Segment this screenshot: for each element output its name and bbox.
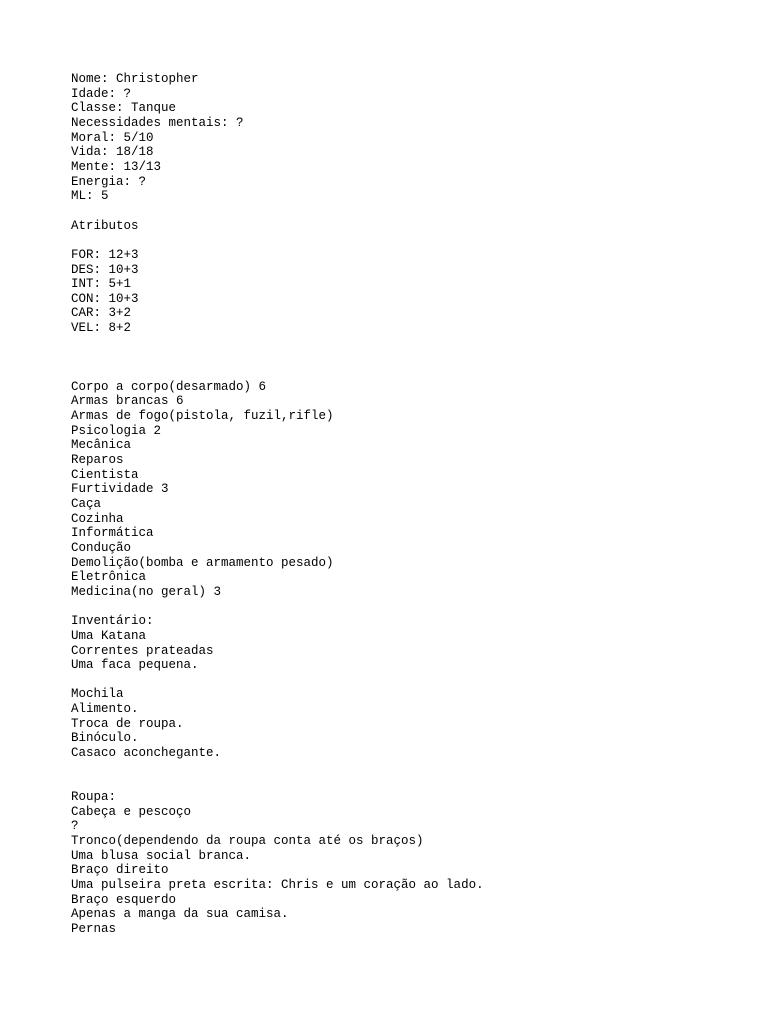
- skill-item: Corpo a corpo(desarmado) 6: [71, 379, 267, 394]
- torso-label: Tronco(dependendo da roupa conta até os braços): [71, 834, 424, 849]
- spacer: [71, 600, 711, 615]
- spacer: [71, 204, 711, 219]
- morale-line: Moral: 5/10: [71, 130, 154, 145]
- skill-item: Armas de fogo(pistola, fuzil,rifle): [71, 409, 334, 424]
- skills-list: [71, 380, 711, 600]
- skill-item: Eletrônica: [71, 570, 147, 585]
- attribute-item: CAR: 3+2: [71, 306, 132, 321]
- attribute-item: CON: 10+3: [71, 291, 139, 306]
- character-info: [71, 72, 711, 204]
- torso-value: Uma blusa social branca.: [71, 848, 252, 863]
- backpack-item: Binóculo.: [71, 731, 139, 746]
- backpack-item: Troca de roupa.: [71, 716, 184, 731]
- attribute-item: VEL: 8+2: [71, 321, 132, 336]
- skill-item: Demolição(bomba e armamento pesado): [71, 555, 334, 570]
- mental-needs-line: Necessidades mentais: ?: [71, 115, 244, 130]
- skill-item: Furtividade 3: [71, 482, 169, 497]
- inventory-item: Correntes prateadas: [71, 643, 214, 658]
- skill-item: Cientista: [71, 467, 139, 482]
- skill-item: Informática: [71, 526, 154, 541]
- class-line: Classe: Tanque: [71, 101, 177, 116]
- right-arm-value: Uma pulseira preta escrita: Chris e um coração ao lado.: [71, 877, 484, 892]
- backpack-item: Casaco aconchegante.: [71, 746, 222, 761]
- head-neck-label: Cabeça e pescoço: [71, 804, 192, 819]
- spacer: [71, 336, 711, 380]
- skill-item: Cozinha: [71, 511, 124, 526]
- left-arm-value: Apenas a manga da sua camisa.: [71, 907, 289, 922]
- inventory-item: Uma faca pequena.: [71, 658, 199, 673]
- inventory-item: Uma Katana: [71, 628, 147, 643]
- left-arm-label: Braço esquerdo: [71, 892, 177, 907]
- character-sheet: [71, 72, 711, 937]
- attribute-item: INT: 5+1: [71, 277, 132, 292]
- clothing-section: [71, 790, 711, 937]
- backpack-heading: Mochila: [71, 687, 124, 702]
- backpack-item: Alimento.: [71, 702, 139, 717]
- spacer: [71, 761, 711, 790]
- skill-item: Reparos: [71, 453, 124, 467]
- ml-line: ML: 5: [71, 189, 109, 204]
- attribute-item: DES: 10+3: [71, 262, 139, 277]
- age-line: Idade: ?: [71, 86, 132, 101]
- skill-item: Armas brancas 6: [71, 394, 184, 409]
- spacer: [71, 673, 711, 688]
- right-arm-label: Braço direito: [71, 863, 169, 878]
- skill-item: Caça: [71, 496, 102, 511]
- skill-item: Medicina(no geral) 3: [71, 584, 222, 599]
- skill-item: Condução: [71, 540, 132, 555]
- legs-label: Pernas: [71, 921, 117, 936]
- mind-line: Mente: 13/13: [71, 159, 162, 174]
- inventory-heading: Inventário:: [71, 614, 154, 629]
- attribute-item: FOR: 12+3: [71, 247, 139, 262]
- skill-item: Psicologia 2: [71, 423, 162, 438]
- attributes-heading: Atributos: [71, 218, 139, 233]
- attributes-list: [71, 248, 711, 336]
- name-line: Nome: Christopher: [71, 72, 199, 86]
- clothing-heading: Roupa:: [71, 790, 117, 805]
- energy-line: Energia: ?: [71, 174, 147, 189]
- spacer: [71, 233, 711, 248]
- life-line: Vida: 18/18: [71, 145, 154, 160]
- inventory-section: [71, 614, 711, 673]
- skill-item: Mecânica: [71, 438, 132, 453]
- head-neck-value: ?: [71, 819, 79, 834]
- backpack-section: [71, 687, 711, 760]
